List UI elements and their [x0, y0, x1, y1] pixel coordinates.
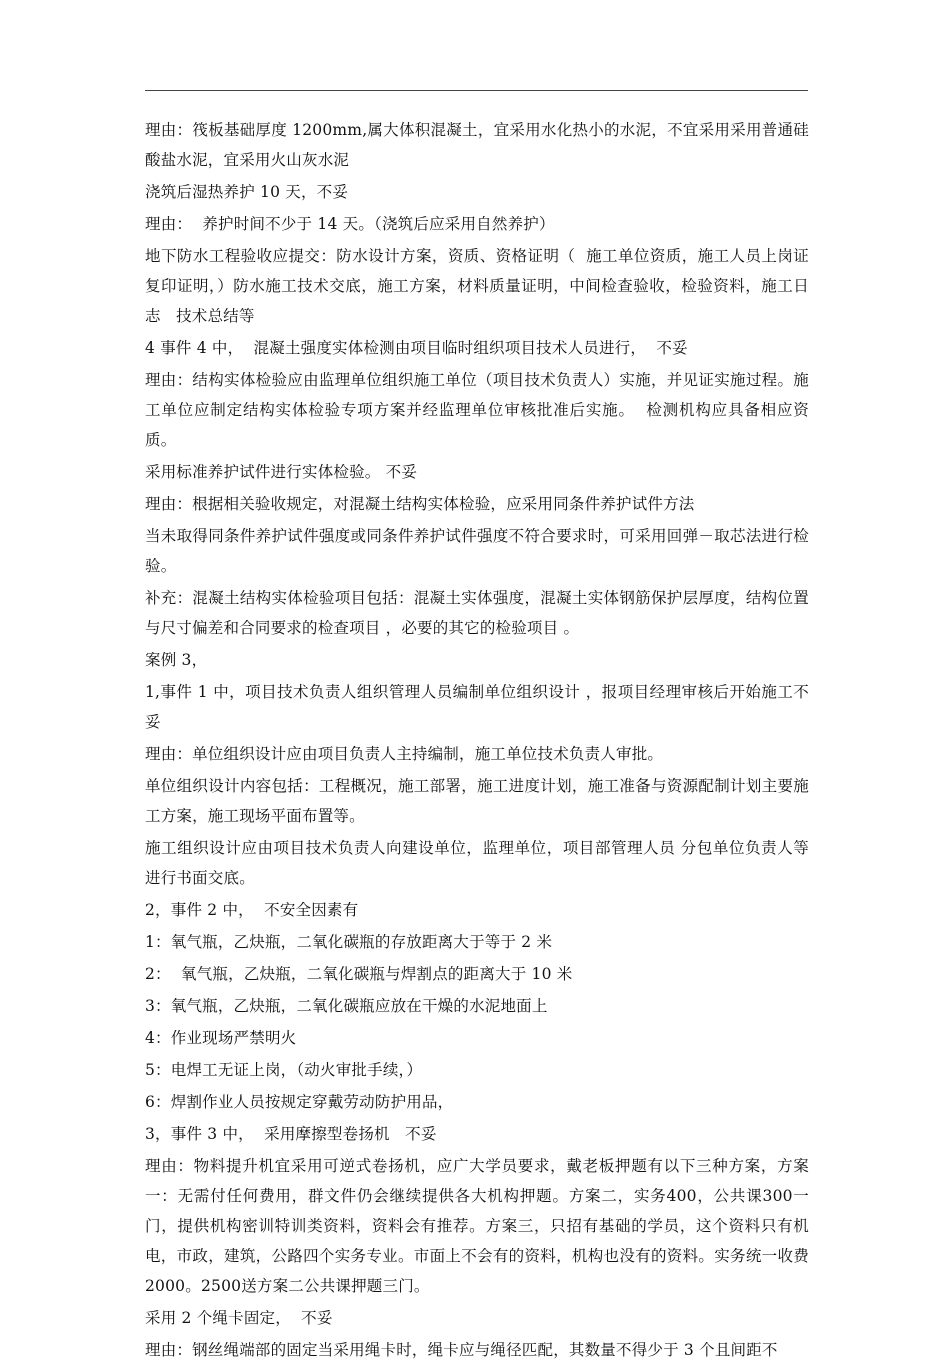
paragraph: 1：氧气瓶，乙炔瓶，二氧化碳瓶的存放距离大于等于 2 米 — [145, 933, 553, 951]
paragraph: 6：焊割作业人员按规定穿戴劳动防护用品， — [145, 1093, 454, 1111]
paragraph: 4 事件 4 中， 混凝土强度实体检测由项目临时组织项目技术人员进行， 不妥 — [145, 339, 688, 357]
paragraph: 补充：混凝土结构实体检验项目包括：混凝土实体强度，混凝土实体钢筋保护层厚度，结构位置与尺寸偏差和合同要求的检查项目 ，必要的其它的检验项目 。 — [145, 589, 809, 637]
paragraph: 浇筑后湿热养护 10 天，不妥 — [145, 183, 349, 201]
paragraph: 理由：单位组织设计应由项目负责人主持编制，施工单位技术负责人审批。 — [145, 745, 664, 763]
paragraph: 理由： 养护时间不少于 14 天。（浇筑后应采用自然养护） — [145, 215, 555, 233]
paragraph: 案例 3， — [145, 651, 208, 669]
paragraph: 当未取得同条件养护试件强度或同条件养护试件强度不符合要求时，可采用回弹－取芯法进行检验。 — [145, 527, 809, 575]
paragraph: 3，事件 3 中， 采用摩擦型卷扬机 不妥 — [145, 1125, 437, 1143]
paragraph: 3：氧气瓶，乙炔瓶，二氧化碳瓶应放在干燥的水泥地面上 — [145, 997, 548, 1015]
paragraph: 理由：物料提升机宜采用可逆式卷扬机，应广大学员要求，戴老板押题有以下三种方案，方案一：无需付任何费用，群文件仍会继续提供各大机构押题。方案二，实务400，公共课300一门，提供机构密训特训类资料，资料会有推荐。方案三，只招有基础的学员，这个资料只有机电，市政，建筑，公路四个实务专业。市面上不会有的资料，机构也没有的资料。实务统一收费2000。2500送方案二公共课押题三门。 — [145, 1157, 809, 1295]
paragraph: 理由：钢丝绳端部的固定当采用绳卡时，绳卡应与绳径匹配，其数量不得少于 3 个且间距不 — [145, 1341, 778, 1359]
paragraph: 4：作业现场严禁明火 — [145, 1029, 297, 1047]
paragraph: 采用 2 个绳卡固定， 不妥 — [145, 1309, 333, 1327]
paragraph: 理由：结构实体检验应由监理单位组织施工单位（项目技术负责人）实施，并见证实施过程。施工单位应制定结构实体检验专项方案并经监理单位审核批准后实施。 检测机构应具备相应资质。 — [145, 371, 809, 449]
header-rule — [145, 90, 808, 91]
paragraph: 采用标准养护试件进行实体检验。 不妥 — [145, 463, 418, 481]
paragraph: 施工组织设计应由项目技术负责人向建设单位，监理单位，项目部管理人员 分包单位负责人等进行书面交底。 — [145, 839, 809, 887]
document-body — [145, 115, 809, 1367]
paragraph: 地下防水工程验收应提交：防水设计方案，资质、资格证明（ 施工单位资质，施工人员上岗证复印证明，）防水施工技术交底，施工方案，材料质量证明，中间检查验收，检验资料，施工日志 技术总结等 — [145, 247, 809, 325]
paragraph: 1,事件 1 中，项目技术负责人组织管理人员编制单位组织设计 ，报项目经理审核后开始施工不妥 — [145, 683, 809, 731]
paragraph: 5：电焊工无证上岗，（动火审批手续，） — [145, 1061, 423, 1079]
paragraph: 2： 氧气瓶，乙炔瓶，二氧化碳瓶与焊割点的距离大于 10 米 — [145, 965, 573, 983]
paragraph: 理由：筏板基础厚度 1200mm,属大体积混凝土，宜采用水化热小的水泥，不宜采用采用普通硅酸盐水泥，宜采用火山灰水泥 — [145, 121, 809, 169]
paragraph: 2，事件 2 中， 不安全因素有 — [145, 901, 359, 919]
paragraph: 单位组织设计内容包括：工程概况，施工部署，施工进度计划，施工准备与资源配制计划主要施工方案，施工现场平面布置等。 — [145, 777, 809, 825]
paragraph: 理由：根据相关验收规定，对混凝土结构实体检验，应采用同条件养护试件方法 — [145, 495, 695, 513]
